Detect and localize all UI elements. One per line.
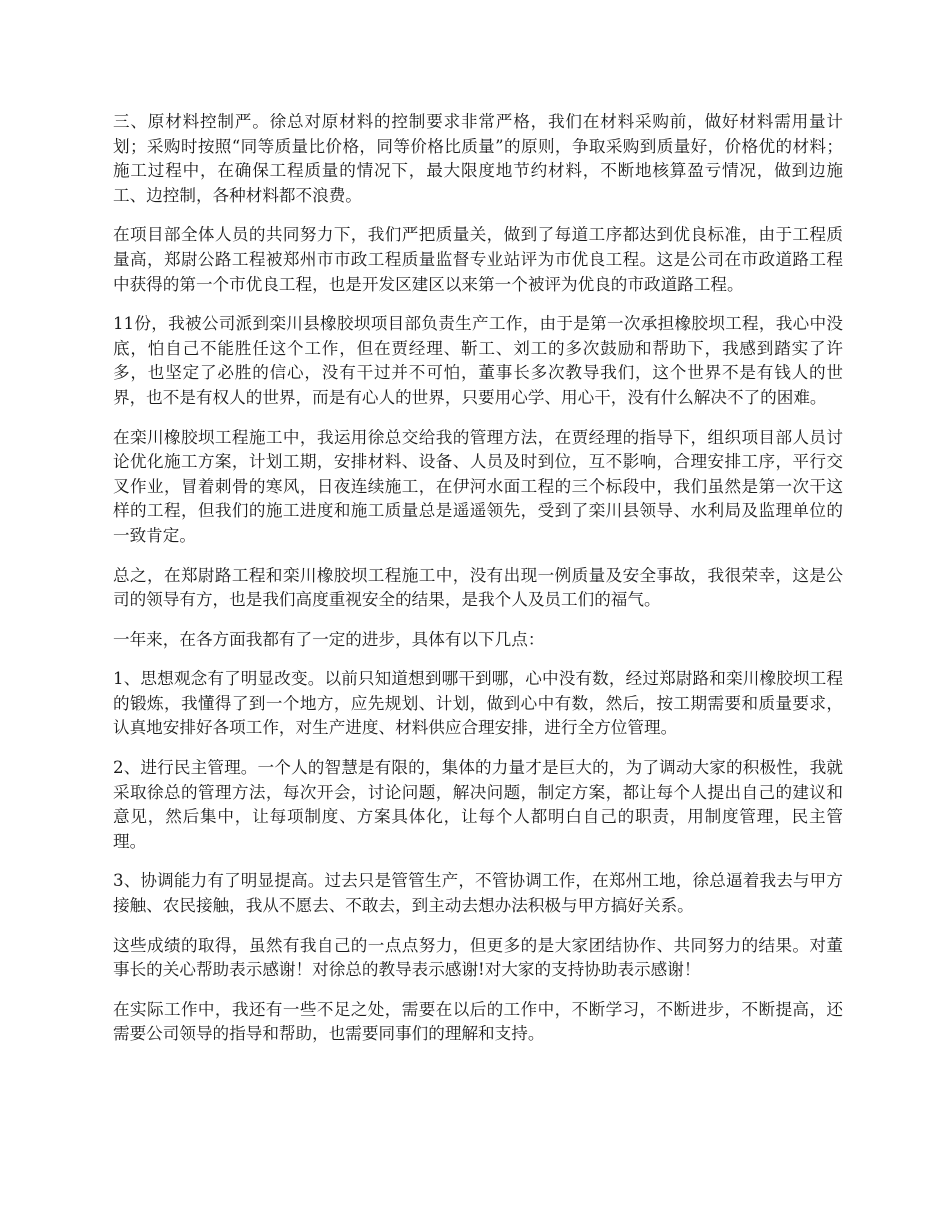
paragraph-point-3: 3、协调能力有了明显提高。过去只是管管生产，不管协调工作，在郑州工地，徐总逼着我去与甲方接触、农民接触，我从不愿去、不敢去，到主动去想办法积极与甲方搞好关系。 (113, 871, 843, 916)
paragraph-luanchuan-assignment: 11份，我被公司派到栾川县橡胶坝项目部负责生产工作，由于是第一次承担橡胶坝工程，我心中没底，怕自己不能胜任这个工作，但在贾经理、靳工、刘工的多次鼓励和帮助下，我感到踏实了许多，也坚定了必胜的信心，没有干过并不可怕，董事长多次教导我们，这个世界不是有钱人的世界，也不是有权人的世界，而是有心人的世界，只要用心学、用心干，没有什么解决不了的困难。 (113, 314, 843, 407)
paragraph-raw-material-control: 三、原材料控制严。徐总对原材料的控制要求非常严格，我们在材料采购前，做好材料需用量计划；采购时按照“同等质量比价格，同等价格比质量”的原则，争取采购到质量好，价格优的材料；施工过程中，在确保工程质量的情况下，最大限度地节约材料，不断地核算盈亏情况，做到边施工、边控制，各种材料都不浪费。 (113, 112, 843, 205)
paragraph-point-1: 1、思想观念有了明显改变。以前只知道想到哪干到哪，心中没有数，经过郑尉路和栾川橡胶坝工程的锻炼，我懂得了到一个地方，应先规划、计划，做到心中有数，然后，按工期需要和质量要求，认真地安排好各项工作，对生产进度、材料供应合理安排，进行全方位管理。 (113, 669, 843, 738)
paragraph-point-2: 2、进行民主管理。一个人的智慧是有限的，集体的力量才是巨大的，为了调动大家的积极性，我就采取徐总的管理方法，每次开会，讨论问题，解决问题，制定方案，都让每个人提出自己的建议和意见，然后集中，让每项制度、方案具体化，让每个人都明白自己的职责，用制度管理，民主管理。 (113, 758, 843, 851)
paragraph-thanks: 这些成绩的取得，虽然有我自己的一点点努力，但更多的是大家团结协作、共同努力的结果。对董事长的关心帮助表示感谢！对徐总的教导表示感谢!对大家的支持协助表示感谢！ (113, 935, 843, 980)
paragraph-safety-summary: 总之，在郑尉路工程和栾川橡胶坝工程施工中，没有出现一例质量及安全事故，我很荣幸，这是公司的领导有方，也是我们高度重视安全的结果，是我个人及员工们的福气。 (113, 565, 843, 610)
paragraph-progress-intro: 一年来，在各方面我都有了一定的进步，具体有以下几点： (113, 629, 545, 649)
document-page (113, 110, 843, 1062)
paragraph-quality-award: 在项目部全体人员的共同努力下，我们严把质量关，做到了每道工序都达到优良标准，由于工程质量高，郑尉公路工程被郑州市市政工程质量监督专业站评为市优良工程。这是公司在市政道路工程中获得的第一个市优良工程，也是开发区建区以来第一个被评为优良的市政道路工程。 (113, 225, 843, 294)
paragraph-shortcomings: 在实际工作中，我还有一些不足之处，需要在以后的工作中，不断学习，不断进步，不断提高，还需要公司领导的指导和帮助，也需要同事们的理解和支持。 (113, 999, 843, 1044)
paragraph-luanchuan-construction: 在栾川橡胶坝工程施工中，我运用徐总交给我的管理方法，在贾经理的指导下，组织项目部人员讨论优化施工方案，计划工期，安排材料、设备、人员及时到位，互不影响，合理安排工序，平行交叉作业，冒着刺骨的寒风，日夜连续施工，在伊河水面工程的三个标段中，我们虽然是第一次干这样的工程，但我们的施工进度和施工质量总是遥遥领先，受到了栾川县领导、水利局及监理单位的一致肯定。 (113, 427, 843, 545)
